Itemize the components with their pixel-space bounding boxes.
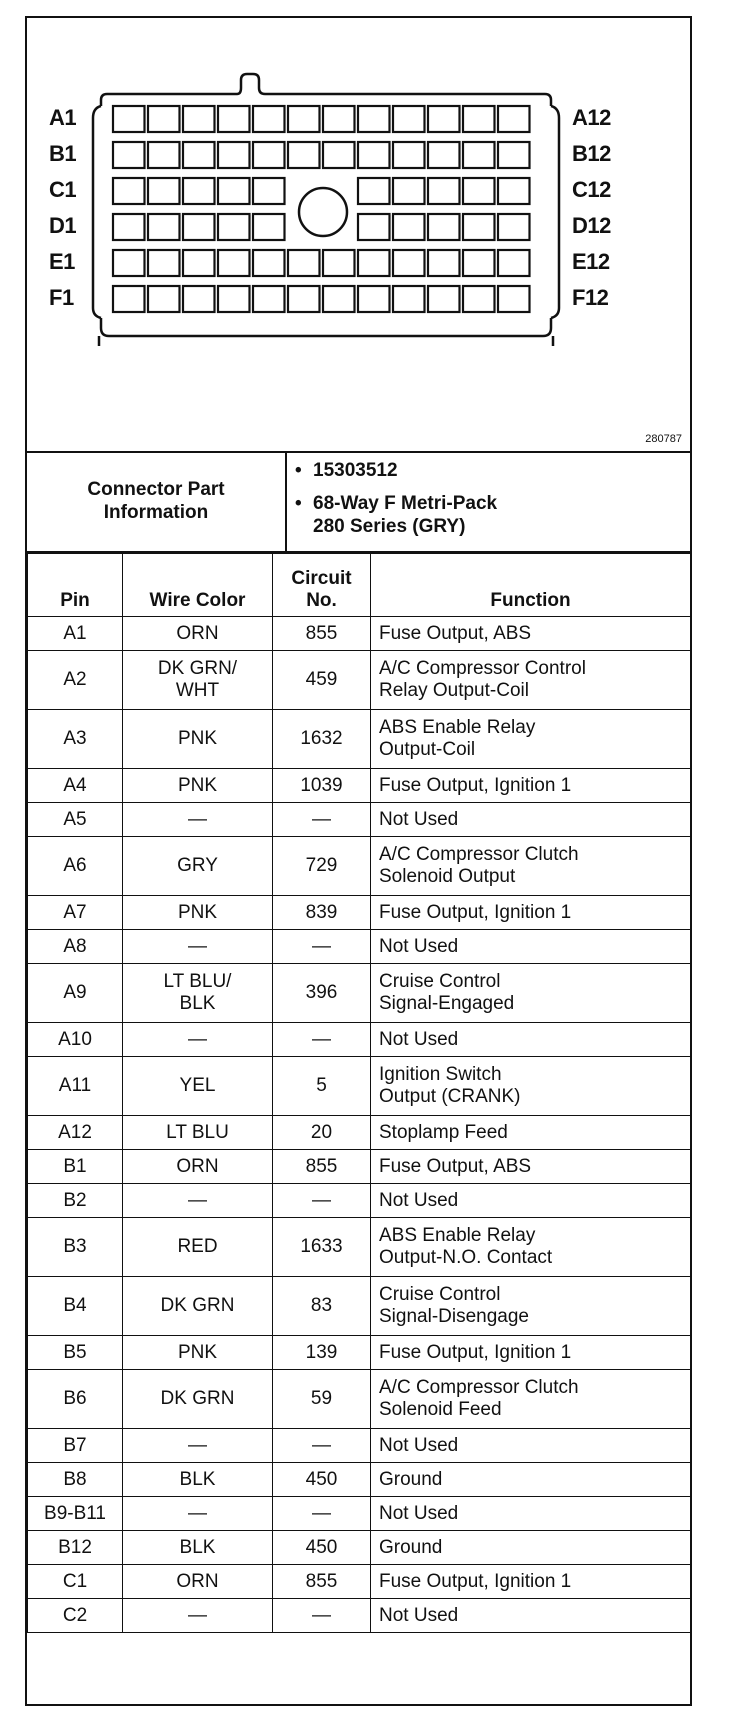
pin-cavity [183,106,215,132]
connector-latch-tabs [99,336,553,346]
wire-color-cell: — [123,1023,273,1057]
pin-cavity [183,142,215,168]
pin-cavity [288,142,320,168]
wire-color-cell: PNK [123,896,273,930]
wire-color-cell: YEL [123,1057,273,1116]
pin-cavity [253,142,285,168]
figure-number: 280787 [645,433,682,445]
table-row [28,964,691,1023]
circuit-cell: 396 [273,964,371,1023]
pin-cell: A11 [28,1057,123,1116]
circuit-cell: — [273,1429,371,1463]
pin-cavity [183,250,215,276]
pin-cell: B1 [28,1150,123,1184]
wire-color-cell: PNK [123,1336,273,1370]
header-function: Function [371,554,691,617]
pin-cell: B3 [28,1218,123,1277]
pin-cell: C2 [28,1599,123,1633]
pin-cavity [113,142,145,168]
circuit-cell: — [273,1023,371,1057]
pin-cavity [218,178,250,204]
pin-cavity [428,106,460,132]
header-circuit: Circuit No. [273,554,371,617]
pin-cell: A5 [28,803,123,837]
circuit-cell: 459 [273,651,371,710]
pin-cavity [183,214,215,240]
center-bolt-hole [299,188,347,236]
table-row [28,769,691,803]
pin-cavity [498,106,530,132]
table-row [28,1599,691,1633]
pin-cavity [393,106,425,132]
table-row [28,1184,691,1218]
circuit-cell: — [273,1497,371,1531]
pin-cavity [498,250,530,276]
row-label-left: B1 [49,141,77,166]
circuit-cell: — [273,803,371,837]
pin-cavity [113,286,145,312]
pin-cavity [393,286,425,312]
pin-cavity [148,178,180,204]
row-label-right: E12 [572,249,610,274]
pin-cavity [498,286,530,312]
pin-cavity [358,178,390,204]
row-label-left: F1 [49,285,74,310]
circuit-cell: 450 [273,1463,371,1497]
pin-cell: A12 [28,1116,123,1150]
pin-cavity [358,286,390,312]
pin-cavity [463,178,495,204]
row-label-right: F12 [572,285,609,310]
table-row [28,1336,691,1370]
wire-color-cell: LT BLU/ BLK [123,964,273,1023]
circuit-cell: 839 [273,896,371,930]
table-row [28,1057,691,1116]
table-row [28,930,691,964]
pin-cavity [218,106,250,132]
circuit-cell: 1633 [273,1218,371,1277]
pin-cavity [358,142,390,168]
wire-color-cell: ORN [123,1150,273,1184]
table-row [28,710,691,769]
wire-color-cell: DK GRN [123,1277,273,1336]
table-row [28,837,691,896]
pin-cavity [323,106,355,132]
pin-cavity [253,214,285,240]
pin-cell: A10 [28,1023,123,1057]
pin-cell: A4 [28,769,123,803]
pin-cavity [113,214,145,240]
function-cell: A/C Compressor Control Relay Output-Coil [371,651,691,710]
pin-cell: A6 [28,837,123,896]
table-row [28,1116,691,1150]
circuit-cell: 855 [273,1565,371,1599]
pin-cavity [113,178,145,204]
function-cell: Fuse Output, Ignition 1 [371,896,691,930]
function-cell: Not Used [371,930,691,964]
table-row [28,1429,691,1463]
circuit-cell: 83 [273,1277,371,1336]
pin-cavity [148,250,180,276]
pin-cell: B5 [28,1336,123,1370]
function-cell: A/C Compressor Clutch Solenoid Feed [371,1370,691,1429]
pin-cavity [463,106,495,132]
row-label-right: C12 [572,177,611,202]
table-row [28,1497,691,1531]
connector-sheet [25,16,692,1706]
part-info-label: Connector Part Information [27,451,287,551]
circuit-cell: 855 [273,617,371,651]
function-cell: Not Used [371,1429,691,1463]
function-cell: Cruise Control Signal-Disengage [371,1277,691,1336]
pin-cavity [148,286,180,312]
circuit-cell: 59 [273,1370,371,1429]
function-cell: Fuse Output, ABS [371,617,691,651]
circuit-cell: 139 [273,1336,371,1370]
row-label-left: E1 [49,249,75,274]
function-cell: Ignition Switch Output (CRANK) [371,1057,691,1116]
table-row [28,651,691,710]
table-row [28,1463,691,1497]
header-wire-color: Wire Color [123,554,273,617]
table-row [28,1218,691,1277]
wire-color-cell: — [123,803,273,837]
pin-cavity [218,214,250,240]
pin-cavity [428,286,460,312]
pin-cavity [428,250,460,276]
pin-cavity [148,142,180,168]
pin-cell: A7 [28,896,123,930]
pin-cavity [253,106,285,132]
pin-cavity [428,142,460,168]
function-cell: ABS Enable Relay Output-Coil [371,710,691,769]
wire-color-cell: PNK [123,710,273,769]
pin-cavity [218,142,250,168]
table-row [28,896,691,930]
wire-color-cell: DK GRN/ WHT [123,651,273,710]
pin-cell: A2 [28,651,123,710]
table-row [28,1370,691,1429]
pin-cavity [113,106,145,132]
wire-color-cell: — [123,1497,273,1531]
circuit-cell: 855 [273,1150,371,1184]
pin-cavity [183,286,215,312]
pin-cavity [498,178,530,204]
wire-color-cell: — [123,1184,273,1218]
pin-cavity [498,142,530,168]
function-cell: Not Used [371,1023,691,1057]
function-cell: Fuse Output, ABS [371,1150,691,1184]
table-row [28,803,691,837]
wire-color-cell: — [123,1429,273,1463]
row-label-left: D1 [49,213,77,238]
pin-cavity [358,214,390,240]
pin-cell: A8 [28,930,123,964]
pin-cell: A1 [28,617,123,651]
function-cell: Not Used [371,1599,691,1633]
wire-color-cell: PNK [123,769,273,803]
pin-cavity [498,214,530,240]
circuit-cell: 729 [273,837,371,896]
pin-cell: A9 [28,964,123,1023]
pin-cell: C1 [28,1565,123,1599]
circuit-cell: 1632 [273,710,371,769]
part-number: • 15303512 [295,460,398,481]
circuit-cell: 450 [273,1531,371,1565]
header-pin: Pin [28,554,123,617]
table-row [28,617,691,651]
table-row [28,1023,691,1057]
circuit-cell: — [273,1599,371,1633]
row-label-left: C1 [49,177,77,202]
pin-cell: B6 [28,1370,123,1429]
part-info [27,451,690,553]
pin-cavity [463,214,495,240]
circuit-cell: — [273,930,371,964]
wire-color-cell: — [123,930,273,964]
wire-color-cell: RED [123,1218,273,1277]
pin-cavity [148,214,180,240]
wire-color-cell: BLK [123,1463,273,1497]
pin-cavity [393,214,425,240]
pin-cell: B4 [28,1277,123,1336]
wire-color-cell: ORN [123,1565,273,1599]
pin-cavity [253,286,285,312]
wire-color-cell: LT BLU [123,1116,273,1150]
pin-cavity [288,286,320,312]
pin-cavity [323,142,355,168]
pin-cavity [463,250,495,276]
wire-color-cell: GRY [123,837,273,896]
wire-color-cell: — [123,1599,273,1633]
pin-cavity [428,178,460,204]
function-cell: Stoplamp Feed [371,1116,691,1150]
pin-cavity [288,106,320,132]
function-cell: Fuse Output, Ignition 1 [371,1336,691,1370]
pin-cavity [183,178,215,204]
pin-cavity [358,250,390,276]
pin-cell: B7 [28,1429,123,1463]
wire-color-cell: BLK [123,1531,273,1565]
pin-cavity [218,286,250,312]
pin-cavity [463,142,495,168]
function-cell: A/C Compressor Clutch Solenoid Output [371,837,691,896]
pin-cavity [288,250,320,276]
pin-cavity [148,106,180,132]
pin-cavity [428,214,460,240]
function-cell: Ground [371,1463,691,1497]
circuit-cell: — [273,1184,371,1218]
row-label-right: D12 [572,213,611,238]
function-cell: Fuse Output, Ignition 1 [371,1565,691,1599]
pin-cavity [323,250,355,276]
function-cell: Not Used [371,803,691,837]
pin-cavity [323,286,355,312]
circuit-cell: 1039 [273,769,371,803]
row-label-right: A12 [572,105,611,130]
pin-cavity [358,106,390,132]
pin-cavity [253,250,285,276]
circuit-cell: 20 [273,1116,371,1150]
pin-cell: B2 [28,1184,123,1218]
pin-cavity [253,178,285,204]
wire-color-cell: ORN [123,617,273,651]
function-cell: Ground [371,1531,691,1565]
circuit-cell: 5 [273,1057,371,1116]
pinout-table [27,553,691,1633]
function-cell: Cruise Control Signal-Engaged [371,964,691,1023]
function-cell: Fuse Output, Ignition 1 [371,769,691,803]
row-label-right: B12 [572,141,611,166]
pin-cell: A3 [28,710,123,769]
pin-cavity [393,142,425,168]
pin-cavity [463,286,495,312]
pin-cell: B12 [28,1531,123,1565]
pin-cell: B8 [28,1463,123,1497]
part-info-details [295,459,497,538]
table-row [28,1150,691,1184]
function-cell: ABS Enable Relay Output-N.O. Contact [371,1218,691,1277]
function-cell: Not Used [371,1497,691,1531]
pin-cavity [218,250,250,276]
function-cell: Not Used [371,1184,691,1218]
pin-cavity [113,250,145,276]
pin-cell: B9-B11 [28,1497,123,1531]
row-label-left: A1 [49,105,77,130]
connector-diagram [27,18,690,453]
table-row [28,1565,691,1599]
table-row [28,1531,691,1565]
table-row [28,1277,691,1336]
connector-description: • 68-Way F Metri-Pack 280 Series (GRY) [295,493,498,537]
pin-cavity [393,178,425,204]
wire-color-cell: DK GRN [123,1370,273,1429]
pin-cavity [393,250,425,276]
